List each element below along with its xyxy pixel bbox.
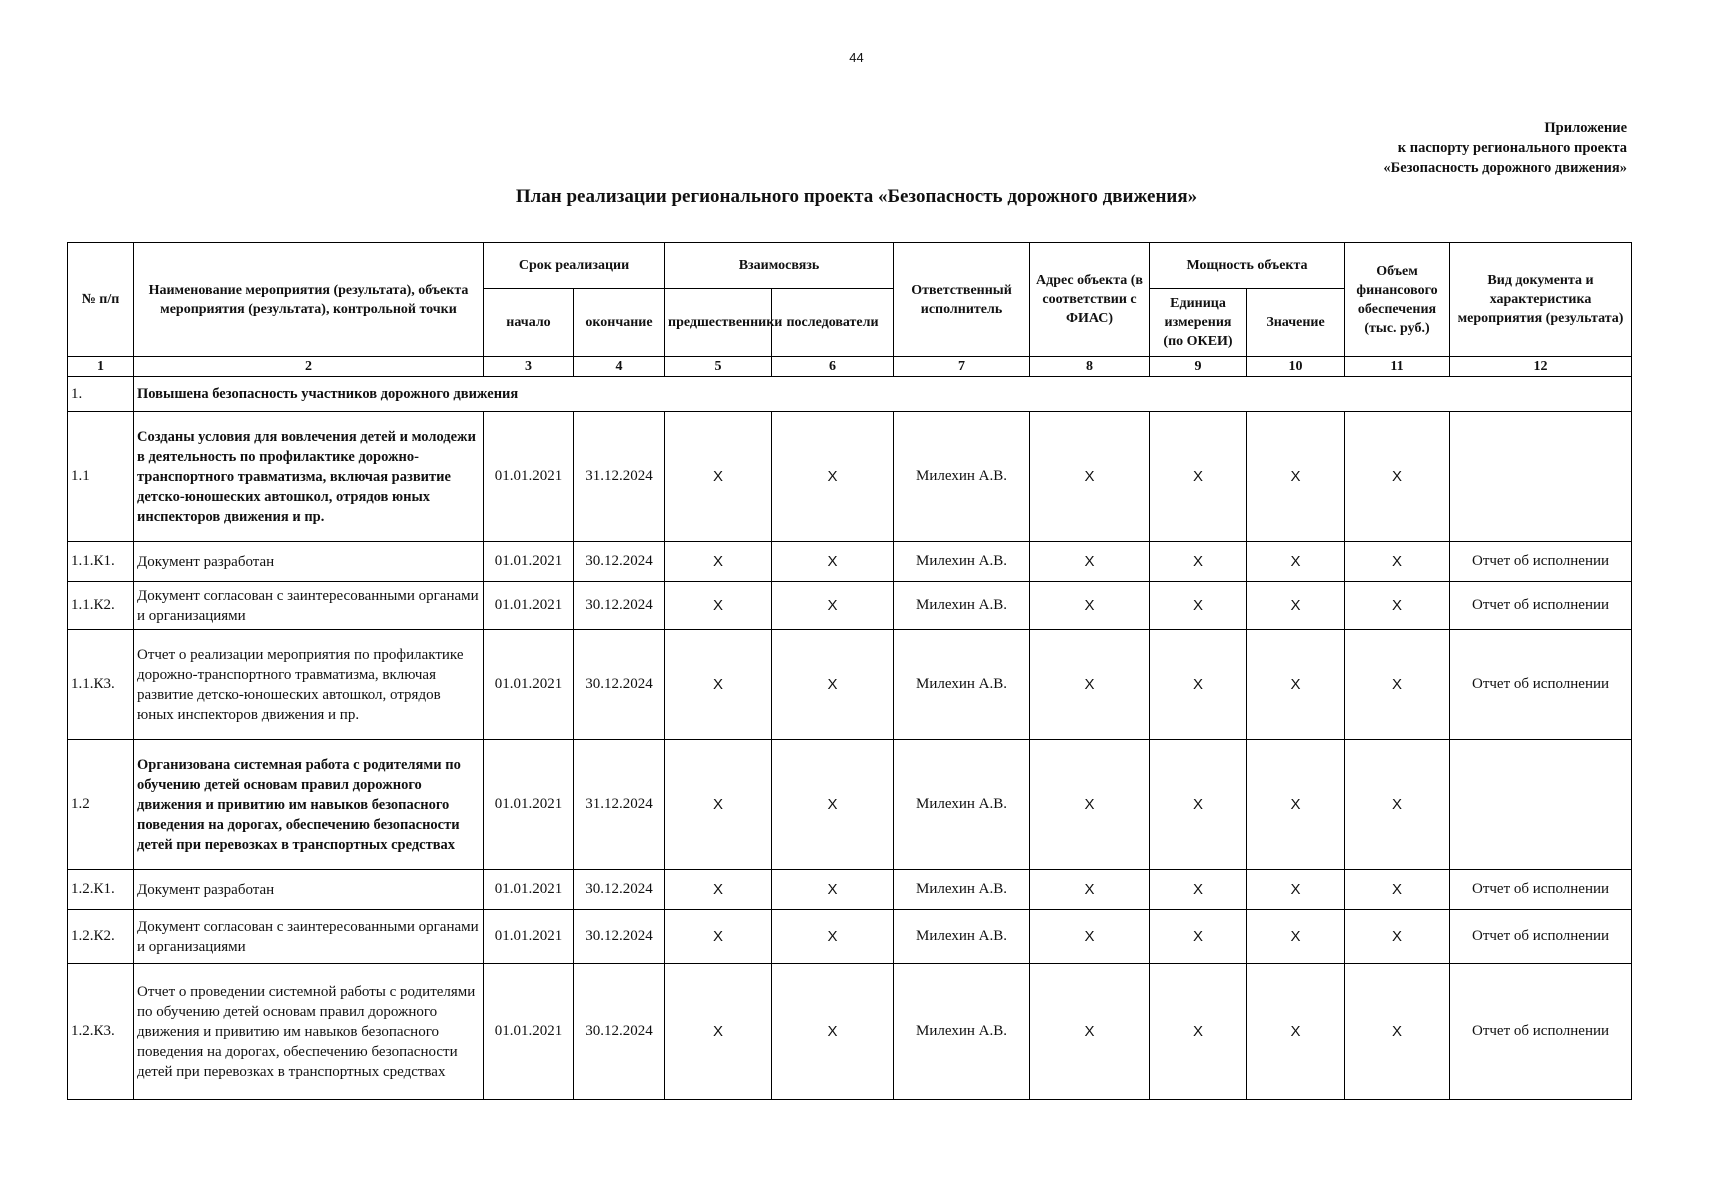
column-number: 5 bbox=[665, 357, 772, 377]
cell-start-date: 01.01.2021 bbox=[484, 870, 574, 910]
table-row bbox=[68, 542, 1632, 582]
table-row bbox=[68, 910, 1632, 964]
column-number: 4 bbox=[574, 357, 665, 377]
cell-object-address: X bbox=[1030, 910, 1150, 964]
page-number: 44 bbox=[849, 50, 864, 65]
cell-capacity-value: X bbox=[1247, 412, 1345, 542]
header-term: Срок реализации bbox=[484, 243, 665, 289]
cell-successors: X bbox=[772, 412, 894, 542]
cell-responsible: Милехин А.В. bbox=[894, 740, 1030, 870]
header-term-end: окончание bbox=[574, 289, 665, 357]
cell-predecessors: X bbox=[665, 870, 772, 910]
cell-object-address: X bbox=[1030, 630, 1150, 740]
cell-capacity-unit: X bbox=[1150, 630, 1247, 740]
appendix-note bbox=[1383, 118, 1627, 178]
header-capacity-value: Значение bbox=[1247, 289, 1345, 357]
section-name: Повышена безопасность участников дорожного движения bbox=[134, 377, 1632, 412]
table-row bbox=[68, 412, 1632, 542]
cell-predecessors: X bbox=[665, 964, 772, 1100]
cell-doc-type: Отчет об исполнении bbox=[1450, 910, 1632, 964]
cell-end-date: 30.12.2024 bbox=[574, 964, 665, 1100]
cell-capacity-value: X bbox=[1247, 910, 1345, 964]
column-number: 2 bbox=[134, 357, 484, 377]
cell-responsible: Милехин А.В. bbox=[894, 412, 1030, 542]
header-capacity: Мощность объекта bbox=[1150, 243, 1345, 289]
cell-funding: X bbox=[1345, 870, 1450, 910]
cell-capacity-value: X bbox=[1247, 582, 1345, 630]
cell-row-num: 1.2.К3. bbox=[68, 964, 134, 1100]
cell-doc-type bbox=[1450, 740, 1632, 870]
cell-predecessors: X bbox=[665, 412, 772, 542]
cell-responsible: Милехин А.В. bbox=[894, 582, 1030, 630]
cell-doc-type: Отчет об исполнении bbox=[1450, 542, 1632, 582]
cell-funding: X bbox=[1345, 582, 1450, 630]
column-number: 8 bbox=[1030, 357, 1150, 377]
appendix-line-3: «Безопасность дорожного движения» bbox=[1383, 160, 1627, 176]
cell-doc-type: Отчет об исполнении bbox=[1450, 870, 1632, 910]
cell-successors: X bbox=[772, 964, 894, 1100]
header-num: № п/п bbox=[68, 243, 134, 357]
cell-end-date: 30.12.2024 bbox=[574, 582, 665, 630]
column-number: 12 bbox=[1450, 357, 1632, 377]
appendix-line-1: Приложение bbox=[1544, 120, 1627, 136]
cell-doc-type: Отчет об исполнении bbox=[1450, 582, 1632, 630]
cell-successors: X bbox=[772, 740, 894, 870]
column-number: 1 bbox=[68, 357, 134, 377]
cell-start-date: 01.01.2021 bbox=[484, 964, 574, 1100]
cell-predecessors: X bbox=[665, 542, 772, 582]
cell-successors: X bbox=[772, 870, 894, 910]
cell-row-name: Документ согласован с заинтересованными органами и организациями bbox=[134, 910, 484, 964]
cell-row-num: 1.2 bbox=[68, 740, 134, 870]
cell-capacity-value: X bbox=[1247, 740, 1345, 870]
cell-end-date: 30.12.2024 bbox=[574, 870, 665, 910]
cell-end-date: 30.12.2024 bbox=[574, 630, 665, 740]
cell-successors: X bbox=[772, 630, 894, 740]
cell-funding: X bbox=[1345, 630, 1450, 740]
cell-capacity-unit: X bbox=[1150, 542, 1247, 582]
cell-object-address: X bbox=[1030, 582, 1150, 630]
cell-row-name: Документ согласован с заинтересованными органами и организациями bbox=[134, 582, 484, 630]
cell-start-date: 01.01.2021 bbox=[484, 542, 574, 582]
cell-row-num: 1.2.К2. bbox=[68, 910, 134, 964]
cell-doc-type bbox=[1450, 412, 1632, 542]
column-number: 9 bbox=[1150, 357, 1247, 377]
cell-object-address: X bbox=[1030, 542, 1150, 582]
cell-row-name: Отчет о реализации мероприятия по профилактике дорожно-транспортного травматизма, включая развитие детско-юношеских автошкол, отрядов юных инспекторов движения и пр. bbox=[134, 630, 484, 740]
header-link: Взаимосвязь bbox=[665, 243, 894, 289]
column-number: 3 bbox=[484, 357, 574, 377]
implementation-plan-table bbox=[67, 242, 1632, 1100]
section-row bbox=[68, 377, 1632, 412]
cell-predecessors: X bbox=[665, 740, 772, 870]
cell-row-num: 1.1.К1. bbox=[68, 542, 134, 582]
cell-predecessors: X bbox=[665, 910, 772, 964]
header-name: Наименование мероприятия (результата), объекта мероприятия (результата), контрольной точки bbox=[134, 243, 484, 357]
table-row bbox=[68, 964, 1632, 1100]
cell-object-address: X bbox=[1030, 412, 1150, 542]
cell-end-date: 31.12.2024 bbox=[574, 412, 665, 542]
cell-object-address: X bbox=[1030, 740, 1150, 870]
cell-capacity-unit: X bbox=[1150, 582, 1247, 630]
cell-row-num: 1.1.К2. bbox=[68, 582, 134, 630]
cell-responsible: Милехин А.В. bbox=[894, 542, 1030, 582]
table-row bbox=[68, 582, 1632, 630]
cell-capacity-value: X bbox=[1247, 542, 1345, 582]
cell-capacity-value: X bbox=[1247, 964, 1345, 1100]
cell-start-date: 01.01.2021 bbox=[484, 910, 574, 964]
cell-row-name: Созданы условия для вовлечения детей и молодежи в деятельность по профилактике дорожно-транспортного травматизма, включая развитие детско-юношеских автошкол, отрядов юных инспекторов движения и пр. bbox=[134, 412, 484, 542]
cell-capacity-value: X bbox=[1247, 630, 1345, 740]
cell-row-name: Отчет о проведении системной работы с родителями по обучению детей основам правил дорожного движения и привитию им навыков безопасного поведения на дорогах, обеспечению безопасности детей при перевозках в транспортных средствах bbox=[134, 964, 484, 1100]
cell-row-name: Документ разработан bbox=[134, 870, 484, 910]
cell-successors: X bbox=[772, 542, 894, 582]
header-term-start: начало bbox=[484, 289, 574, 357]
cell-object-address: X bbox=[1030, 964, 1150, 1100]
cell-capacity-unit: X bbox=[1150, 910, 1247, 964]
cell-funding: X bbox=[1345, 964, 1450, 1100]
section-num: 1. bbox=[68, 377, 134, 412]
header-link-next: последователи bbox=[772, 289, 894, 357]
cell-doc-type: Отчет об исполнении bbox=[1450, 630, 1632, 740]
cell-end-date: 30.12.2024 bbox=[574, 910, 665, 964]
column-number: 10 bbox=[1247, 357, 1345, 377]
cell-capacity-unit: X bbox=[1150, 870, 1247, 910]
column-number: 6 bbox=[772, 357, 894, 377]
document-title: План реализации регионального проекта «Безопасность дорожного движения» bbox=[515, 186, 1198, 207]
cell-row-name: Документ разработан bbox=[134, 542, 484, 582]
cell-start-date: 01.01.2021 bbox=[484, 582, 574, 630]
header-doc-type: Вид документа и характеристика мероприятия (результата) bbox=[1450, 243, 1632, 357]
header-address: Адрес объекта (в соответствии с ФИАС) bbox=[1030, 243, 1150, 357]
header-link-prev: предшественники bbox=[665, 289, 772, 357]
column-number: 7 bbox=[894, 357, 1030, 377]
cell-start-date: 01.01.2021 bbox=[484, 412, 574, 542]
cell-capacity-unit: X bbox=[1150, 412, 1247, 542]
table-row bbox=[68, 740, 1632, 870]
cell-responsible: Милехин А.В. bbox=[894, 630, 1030, 740]
cell-end-date: 30.12.2024 bbox=[574, 542, 665, 582]
cell-object-address: X bbox=[1030, 870, 1150, 910]
cell-funding: X bbox=[1345, 910, 1450, 964]
cell-end-date: 31.12.2024 bbox=[574, 740, 665, 870]
cell-responsible: Милехин А.В. bbox=[894, 870, 1030, 910]
header-responsible: Ответственный исполнитель bbox=[894, 243, 1030, 357]
column-numbers-row bbox=[68, 357, 1632, 377]
cell-responsible: Милехин А.В. bbox=[894, 910, 1030, 964]
cell-capacity-unit: X bbox=[1150, 740, 1247, 870]
header-capacity-unit: Единица измерения (по ОКЕИ) bbox=[1150, 289, 1247, 357]
cell-responsible: Милехин А.В. bbox=[894, 964, 1030, 1100]
cell-predecessors: X bbox=[665, 582, 772, 630]
cell-capacity-value: X bbox=[1247, 870, 1345, 910]
cell-start-date: 01.01.2021 bbox=[484, 630, 574, 740]
cell-row-num: 1.1 bbox=[68, 412, 134, 542]
cell-funding: X bbox=[1345, 740, 1450, 870]
cell-funding: X bbox=[1345, 412, 1450, 542]
cell-start-date: 01.01.2021 bbox=[484, 740, 574, 870]
table-row bbox=[68, 630, 1632, 740]
cell-predecessors: X bbox=[665, 630, 772, 740]
appendix-line-2: к паспорту регионального проекта bbox=[1397, 140, 1627, 156]
cell-row-num: 1.1.К3. bbox=[68, 630, 134, 740]
table-row bbox=[68, 870, 1632, 910]
header-funding: Объем финансового обеспечения (тыс. руб.) bbox=[1345, 243, 1450, 357]
cell-row-num: 1.2.К1. bbox=[68, 870, 134, 910]
cell-doc-type: Отчет об исполнении bbox=[1450, 964, 1632, 1100]
cell-successors: X bbox=[772, 582, 894, 630]
cell-row-name: Организована системная работа с родителями по обучению детей основам правил дорожного движения и привитию им навыков безопасного поведения на дорогах, обеспечению безопасности детей при перевозках в транспортных средствах bbox=[134, 740, 484, 870]
cell-funding: X bbox=[1345, 542, 1450, 582]
cell-successors: X bbox=[772, 910, 894, 964]
column-number: 11 bbox=[1345, 357, 1450, 377]
cell-capacity-unit: X bbox=[1150, 964, 1247, 1100]
